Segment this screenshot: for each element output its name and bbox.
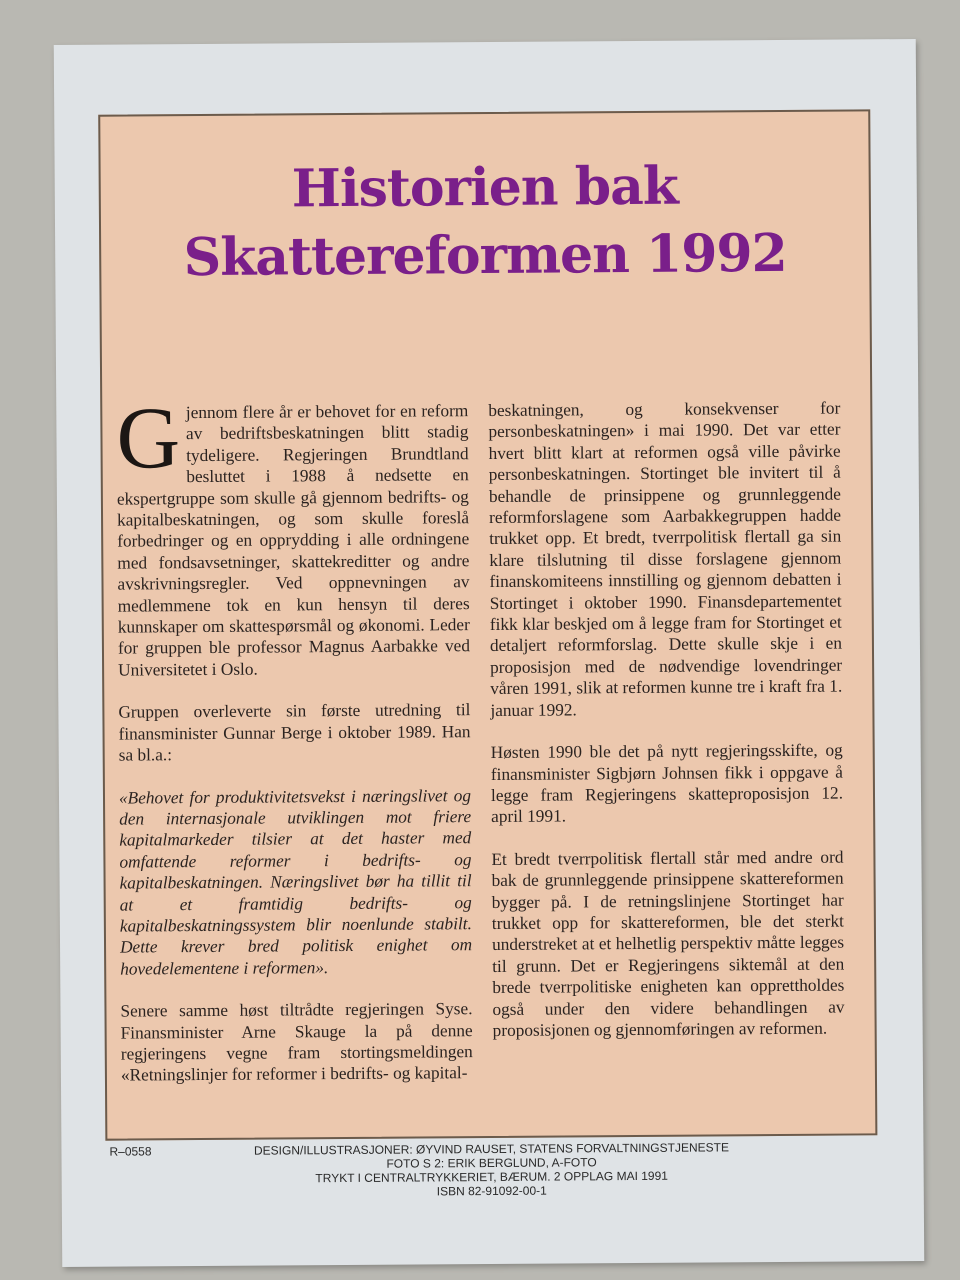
- paragraph-text: jennom flere år er behovet for en reform av bedriftsbeskatningen blitt stadig tydeligere. Regjeringen Brundtland besluttet i 1988 å nedsette en ekspertgruppe som skulle gå gjennom bedrifts- og kapitalbeskatningen, og som skulle foreslå forbedringer og en opprydding i alle ordningene med fondsavsetninger, skattekreditter og andre avskrivningsregler. Ved oppnevningen av medlemmene tok en kun hensyn til deres kunnskaper om skattespørsmål og økonomi. Leder for gruppen ble professor Magnus Aarbakke ved Universitetet i Oslo.: [116, 401, 471, 680]
- quote-paragraph: «Behovet for produktivitetsvekst i næringslivet og den internasjonale utviklingen mot friere kapitalmarkeder tilsier at det haster med omfattende reformer i bedrifts- og kapitalbeskatningen. Næringslivet bør ha tillit til at et framtidig bedrifts- og kapitalbeskatningssystem blir noenlunde stabilt. Dette krever bred politisk enighet om hovedelementene i reformen».: [118, 785, 473, 979]
- booklet-page: [54, 39, 925, 1267]
- text-panel: [98, 109, 877, 1140]
- paragraph: beskatningen, og konsekvenser for personbeskatningen» i mai 1990. Det var etter hvert blitt klart at reformen også ville påvirke personbeskatningen. Stortinget ble invitert til å behandle de prinsippene og grunnleggende reformforslagene som Aarbakkegruppen hadde trukket opp. Et bredt, tverrpolitisk flertall ga sin klare tilslutning til disse forslagene gjennom finanskomiteens innstilling og gjennom debatten i Stortinget i oktober 1990. Finansdepartementet fikk klar beskjed om å legge fram for Stortinget et detaljert reformforslag. Dette skulle skje i en proposisjon med de nødvendige lovendringer våren 1991, slik at reformen kunne tre i kraft fra 1. januar 1992.: [488, 398, 843, 720]
- publication-code: R–0558: [109, 1144, 152, 1159]
- title-line-1: Historien bak: [291, 155, 679, 220]
- credits: [181, 1140, 801, 1200]
- paragraph: [116, 390, 471, 681]
- paragraph: Et bredt tverrpolitisk flertall står med andre ord bak de grunnleggende prinsippene skattereformen bygger på. I de retningslinjene Stortinget har trukket opp for skattereformen, ble det sterkt understreket at et helhetlig perspektiv måtte legges til grunn. Det er Regjeringens siktemål at den brede tverrpolitiske enigheten kan opprettholdes også under den videre behandlingen av proposisjonen og gjennomføringen av reformen.: [491, 847, 845, 1040]
- left-column: [116, 390, 473, 1107]
- credit-line: DESIGN/ILLUSTRASJONER: ØYVIND RAUSET, STATENS FORVALTNINGSTJENESTE: [253, 1140, 729, 1158]
- paragraph: Høsten 1990 ble det på nytt regjeringsskifte, og finansminister Sigbjørn Johnsen fikk i oppgave å legge fram Regjeringens skatteproposisjon 12. april 1991.: [490, 740, 844, 827]
- title-line-2: Skattereformen 1992: [183, 222, 787, 289]
- drop-cap: G: [116, 390, 181, 488]
- credit-line: TRYKT I CENTRALTRYKKERIET, BÆRUM. 2 OPPLAG MAI 1991: [315, 1168, 668, 1186]
- isbn: ISBN 82-91092-00-1: [436, 1183, 547, 1199]
- right-column: [488, 398, 845, 1063]
- page-title: [101, 151, 870, 292]
- paragraph: Senere samme høst tiltrådte regjeringen Syse. Finansminister Arne Skauge la på denne regjeringens vegne fram stortingsmeldingen «Retningslinjer for reformer i bedrifts- og kapital-: [120, 999, 473, 1085]
- paragraph: Gruppen overleverte sin første utredning til finansminister Gunnar Berge i oktober 1989. Han sa bl.a.:: [118, 700, 471, 765]
- credit-line: FOTO S 2: ERIK BERGLUND, A-FOTO: [386, 1155, 597, 1171]
